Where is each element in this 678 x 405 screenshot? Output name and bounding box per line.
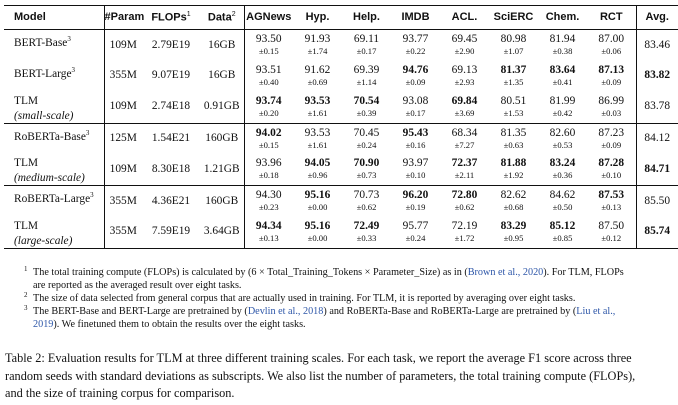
header-model-label: Model — [14, 11, 46, 23]
score-std: ±1.07 — [503, 46, 524, 56]
header-data-footnote-mark: 2 — [231, 11, 236, 19]
score-std: ±0.24 — [405, 232, 426, 243]
average-cell: 85.50 — [636, 186, 678, 217]
average-cell: 84.71 — [644, 162, 671, 175]
score-value: 93.77 — [402, 33, 429, 45]
model-footnote-mark: 3 — [67, 35, 71, 43]
header-flops — [142, 6, 200, 30]
score-std: ±0.69 — [307, 76, 328, 87]
header-task-acl: ACL. — [440, 6, 489, 30]
score-cell-chem — [538, 186, 587, 217]
model-name — [14, 188, 104, 203]
score-value: 72.37 — [451, 157, 478, 169]
footnote-2-mark: 2 — [24, 291, 28, 299]
data-cell: 16GB — [200, 61, 244, 92]
score-cell-help — [342, 154, 391, 186]
model-name — [14, 156, 104, 171]
model-cell — [4, 186, 104, 217]
score-std: ±0.85 — [552, 232, 573, 243]
footnote-3-text-c: ). We finetuned them to obtain the results over the eight tasks. — [53, 319, 306, 330]
score-std: ±0.73 — [356, 170, 377, 180]
score-cell-imdb — [391, 123, 440, 154]
score-cell-chem — [538, 217, 587, 249]
score-std: ±1.61 — [307, 139, 328, 150]
footnote-3-citation-link-a[interactable]: Devlin et al., 2018 — [247, 306, 324, 317]
score-value: 91.93 — [304, 33, 331, 45]
score-value: 81.37 — [500, 63, 527, 76]
score-cell-rct — [587, 186, 636, 217]
header-param — [104, 6, 145, 30]
score-std: ±0.16 — [405, 139, 426, 150]
score-std: ±2.93 — [454, 76, 475, 87]
footnote-2 — [24, 292, 624, 305]
table-row — [4, 186, 678, 217]
model-name-text: RoBERTa-Large — [14, 192, 91, 205]
score-cell-hyp — [293, 217, 342, 249]
score-std: ±0.09 — [601, 139, 622, 150]
score-cell-agnews — [244, 217, 293, 249]
score-value: 81.99 — [549, 94, 576, 107]
data-cell: 160GB — [200, 186, 244, 217]
model-name — [14, 94, 104, 109]
score-cell-scierc — [489, 30, 538, 61]
score-value: 70.54 — [353, 94, 380, 107]
model-name — [14, 63, 104, 78]
score-std: ±3.69 — [454, 107, 475, 118]
model-cell — [4, 30, 104, 61]
average-cell: 83.82 — [644, 69, 671, 82]
score-std: ±0.15 — [258, 46, 279, 56]
score-value: 93.51 — [255, 63, 282, 76]
score-value: 94.30 — [255, 189, 282, 201]
score-cell-help — [342, 217, 391, 249]
score-value: 93.08 — [402, 94, 429, 107]
score-cell-acl — [440, 186, 489, 217]
average-cell: 83.78 — [644, 100, 671, 113]
flops-cell: 9.07E19 — [151, 69, 191, 82]
flops-cell: 2.79E19 — [151, 38, 191, 51]
flops-cell: 7.59E19 — [142, 217, 200, 249]
model-name — [14, 126, 104, 141]
score-std: ±0.19 — [405, 202, 426, 212]
score-value: 93.74 — [255, 94, 282, 107]
score-cell-rct — [587, 30, 636, 61]
model-cell — [4, 154, 104, 186]
score-cell-rct — [587, 123, 636, 154]
score-std: ±0.50 — [552, 202, 573, 212]
score-cell-scierc — [489, 92, 538, 124]
score-value: 83.24 — [549, 157, 576, 169]
flops-cell: 4.36E21 — [142, 186, 200, 217]
score-cell-imdb — [391, 186, 440, 217]
header-model — [4, 6, 104, 30]
table-header-row — [4, 6, 678, 30]
score-cell-hyp — [293, 92, 342, 124]
table-caption: Table 2: Evaluation results for TLM at three different training scales. For each task, we report the average F1 score across three random seeds with standard deviations as subscripts. We also list the number of parameters, the total training compute (FLOPs), and the size of training corpus for comparison. — [5, 351, 636, 400]
score-std: ±0.95 — [503, 232, 524, 243]
score-value: 95.16 — [304, 189, 331, 201]
score-std: ±1.72 — [454, 232, 475, 243]
score-cell-imdb — [391, 217, 440, 249]
score-std: ±0.62 — [356, 202, 377, 212]
score-value: 93.53 — [304, 94, 331, 107]
score-std: ±0.13 — [601, 202, 622, 212]
score-cell-hyp — [293, 30, 342, 61]
score-value: 93.50 — [255, 33, 282, 45]
score-std: ±0.00 — [307, 232, 328, 243]
score-value: 93.96 — [255, 157, 282, 169]
header-task-rct: RCT — [587, 6, 636, 30]
table-row — [4, 217, 678, 249]
score-cell-help — [342, 30, 391, 61]
model-name-text: TLM — [14, 94, 39, 107]
score-value: 70.90 — [353, 157, 380, 169]
score-std: ±0.13 — [258, 232, 279, 243]
score-std: ±0.09 — [601, 76, 622, 87]
score-std: ±0.12 — [601, 232, 622, 243]
score-cell-help — [342, 186, 391, 217]
model-cell — [4, 92, 104, 124]
score-cell-rct — [587, 92, 636, 124]
score-std: ±0.68 — [503, 202, 524, 212]
model-name — [14, 32, 104, 47]
score-value: 81.94 — [549, 33, 576, 45]
score-cell-chem — [538, 92, 587, 124]
header-task-agnews: AGNews — [244, 6, 293, 30]
score-cell-acl — [440, 61, 489, 92]
table-row — [4, 154, 678, 186]
score-value: 87.50 — [598, 219, 625, 232]
param-cell: 355M — [104, 186, 142, 217]
score-cell-agnews — [244, 61, 293, 92]
score-cell-acl — [440, 92, 489, 124]
score-std: ±1.74 — [307, 46, 328, 56]
score-value: 87.00 — [598, 33, 625, 45]
score-value: 82.60 — [549, 126, 576, 139]
data-cell: 0.91GB — [200, 92, 244, 124]
score-std: ±0.23 — [258, 202, 279, 212]
score-cell-help — [342, 123, 391, 154]
score-value: 87.13 — [598, 63, 625, 76]
score-cell-hyp — [293, 61, 342, 92]
score-value: 96.20 — [402, 189, 429, 201]
score-std: ±1.14 — [356, 76, 377, 87]
model-name-text: TLM — [14, 219, 39, 232]
score-std: ±1.53 — [503, 107, 524, 118]
model-footnote-mark: 3 — [90, 191, 94, 199]
score-value: 69.11 — [353, 33, 380, 45]
score-std: ±0.40 — [258, 76, 279, 87]
header-flops-footnote-mark: 1 — [186, 11, 191, 19]
model-scale: (large-scale) — [14, 234, 73, 247]
footnote-1-text-b: ). For TLM, FLOPs are reported as the averaged result over eight tasks. — [33, 267, 624, 291]
model-name-text: BERT-Base — [14, 36, 68, 49]
score-std: ±0.42 — [552, 107, 573, 118]
header-param-label: #Param — [104, 11, 145, 23]
results-table — [4, 5, 678, 249]
model-name-text: BERT-Large — [14, 67, 72, 80]
header-task-help: Help. — [342, 6, 391, 30]
model-scale: (medium-scale) — [14, 172, 85, 184]
data-cell: 3.64GB — [200, 217, 244, 249]
model-cell — [4, 61, 104, 92]
score-std: ±0.00 — [307, 202, 328, 212]
average-cell: 84.12 — [636, 123, 678, 154]
footnote-1-mark: 1 — [24, 265, 28, 273]
score-value: 70.73 — [353, 189, 380, 201]
score-value: 80.51 — [500, 94, 527, 107]
score-std: ±0.18 — [258, 170, 279, 180]
model-name-text: RoBERTa-Base — [14, 130, 86, 143]
score-cell-scierc — [489, 61, 538, 92]
score-cell-scierc — [489, 217, 538, 249]
score-cell-rct — [587, 61, 636, 92]
score-cell-acl — [440, 123, 489, 154]
data-cell: 1.21GB — [200, 154, 244, 186]
score-std: ±7.27 — [454, 139, 475, 150]
score-value: 95.43 — [402, 126, 429, 139]
score-value: 83.64 — [549, 63, 576, 76]
param-cell: 109M — [109, 100, 137, 113]
score-cell-acl — [440, 154, 489, 186]
table-body — [4, 30, 678, 249]
score-std: ±0.38 — [552, 46, 573, 56]
score-std: ±0.17 — [405, 107, 426, 118]
footnotes — [24, 266, 624, 331]
score-cell-help — [342, 92, 391, 124]
model-scale: (small-scale) — [14, 109, 74, 122]
score-cell-chem — [538, 154, 587, 186]
score-cell-agnews — [244, 154, 293, 186]
score-std: ±0.39 — [356, 107, 377, 118]
score-cell-agnews — [244, 30, 293, 61]
header-task-scierc: SciERC — [489, 6, 538, 30]
score-std: ±0.20 — [258, 107, 279, 118]
score-std: ±0.96 — [307, 170, 328, 180]
score-value: 93.53 — [304, 126, 331, 139]
score-std: ±0.33 — [356, 232, 377, 243]
score-std: ±0.15 — [258, 139, 279, 150]
table-row — [4, 123, 678, 154]
score-cell-rct — [587, 154, 636, 186]
score-value: 94.05 — [304, 157, 331, 169]
score-value: 93.97 — [402, 157, 429, 169]
data-cell: 160GB — [200, 123, 244, 154]
table-row — [4, 30, 678, 61]
score-cell-scierc — [489, 186, 538, 217]
footnote-3-mark: 3 — [24, 304, 28, 312]
model-cell — [4, 217, 104, 249]
flops-cell: 2.74E18 — [151, 100, 191, 113]
score-std: ±2.11 — [454, 170, 475, 180]
score-cell-hyp — [293, 123, 342, 154]
score-value: 72.19 — [451, 219, 478, 232]
score-value: 95.16 — [304, 219, 331, 232]
score-cell-agnews — [244, 92, 293, 124]
score-value: 69.45 — [451, 33, 478, 45]
score-std: ±0.06 — [601, 46, 622, 56]
footnote-3-text-a: The BERT-Base and BERT-Large are pretrained by ( — [33, 306, 248, 317]
score-value: 69.84 — [451, 94, 478, 107]
score-cell-agnews — [244, 186, 293, 217]
footnote-1 — [24, 266, 624, 292]
score-value: 94.02 — [255, 126, 282, 139]
score-value: 69.39 — [353, 63, 380, 76]
score-std: ±1.61 — [307, 107, 328, 118]
score-value: 87.53 — [598, 189, 625, 201]
score-cell-scierc — [489, 154, 538, 186]
header-task-chem: Chem. — [538, 6, 587, 30]
score-value: 72.49 — [353, 219, 380, 232]
score-std: ±0.62 — [454, 202, 475, 212]
footnote-3-citation-link-b[interactable]: Liu et al., 2019 — [33, 306, 616, 330]
score-value: 85.12 — [549, 219, 576, 232]
footnote-1-citation-link[interactable]: Brown et al., 2020 — [467, 267, 544, 278]
header-data — [200, 6, 244, 30]
score-std: ±0.24 — [356, 139, 377, 150]
score-cell-acl — [440, 217, 489, 249]
score-std: ±0.63 — [503, 139, 524, 150]
score-std: ±0.53 — [552, 139, 573, 150]
average-cell: 85.74 — [636, 217, 678, 249]
score-std: ±1.35 — [503, 76, 524, 87]
param-cell: 109M — [109, 38, 137, 51]
score-std: ±0.41 — [552, 76, 573, 87]
score-cell-rct — [587, 217, 636, 249]
table-row — [4, 61, 678, 92]
score-cell-chem — [538, 123, 587, 154]
header-flops-label: FLOPs — [151, 11, 187, 24]
param-cell: 355M — [104, 217, 142, 249]
model-name — [14, 219, 104, 234]
score-value: 82.62 — [500, 189, 527, 201]
score-value: 83.29 — [500, 219, 527, 232]
score-std: ±0.03 — [601, 107, 622, 118]
score-value: 72.80 — [451, 189, 478, 201]
score-std: ±0.22 — [405, 46, 426, 56]
flops-cell: 8.30E18 — [151, 162, 191, 175]
score-value: 70.45 — [353, 126, 380, 139]
footnote-3 — [24, 305, 624, 331]
score-cell-agnews — [244, 123, 293, 154]
score-value: 84.62 — [549, 189, 576, 201]
score-std: ±2.90 — [454, 46, 475, 56]
header-avg: Avg. — [636, 6, 678, 30]
score-cell-acl — [440, 30, 489, 61]
score-cell-imdb — [391, 154, 440, 186]
table-row — [4, 92, 678, 124]
param-cell: 355M — [109, 69, 137, 82]
score-value: 81.88 — [500, 157, 527, 169]
score-value: 94.34 — [255, 219, 282, 232]
score-value: 86.99 — [598, 94, 625, 107]
header-task-hyp: Hyp. — [293, 6, 342, 30]
average-cell: 83.46 — [644, 38, 671, 51]
header-data-label: Data — [207, 11, 232, 24]
footnote-2-text: The size of data selected from general corpus that are actually used in training. For TLM, it is reported by averaging over eight tasks. — [33, 293, 576, 304]
score-cell-imdb — [391, 30, 440, 61]
model-name-text: TLM — [14, 157, 39, 169]
score-cell-imdb — [391, 92, 440, 124]
score-value: 94.76 — [402, 63, 429, 76]
score-std: ±0.36 — [552, 170, 573, 180]
score-value: 87.23 — [598, 126, 625, 139]
score-std: ±0.10 — [405, 170, 426, 180]
score-cell-help — [342, 61, 391, 92]
score-value: 80.98 — [500, 33, 527, 45]
footnote-3-text-b: ) and RoBERTa-Base and RoBERTa-Large are pretrained by ( — [323, 306, 577, 317]
data-cell: 16GB — [200, 30, 244, 61]
param-cell: 125M — [104, 123, 142, 154]
score-value: 95.77 — [402, 219, 429, 232]
score-cell-chem — [538, 61, 587, 92]
score-std: ±1.92 — [503, 170, 524, 180]
score-std: ±0.10 — [601, 170, 622, 180]
header-task-imdb: IMDB — [391, 6, 440, 30]
param-cell: 109M — [109, 162, 137, 175]
score-std: ±0.09 — [405, 76, 426, 87]
model-footnote-mark: 3 — [85, 128, 90, 137]
score-cell-imdb — [391, 61, 440, 92]
score-cell-scierc — [489, 123, 538, 154]
flops-cell: 1.54E21 — [142, 123, 200, 154]
score-cell-hyp — [293, 154, 342, 186]
score-cell-chem — [538, 30, 587, 61]
score-cell-hyp — [293, 186, 342, 217]
score-value: 69.13 — [451, 63, 478, 76]
score-value: 68.34 — [451, 126, 478, 139]
model-footnote-mark: 3 — [71, 65, 76, 74]
score-value: 91.62 — [304, 63, 331, 76]
score-std: ±0.17 — [356, 46, 377, 56]
model-cell — [4, 123, 104, 154]
score-value: 87.28 — [598, 157, 625, 169]
score-value: 81.35 — [500, 126, 527, 139]
footnote-1-text-a: The total training compute (FLOPs) is calculated by (6 × Total_Training_Tokens × Parameter_Size) as in ( — [33, 267, 468, 278]
